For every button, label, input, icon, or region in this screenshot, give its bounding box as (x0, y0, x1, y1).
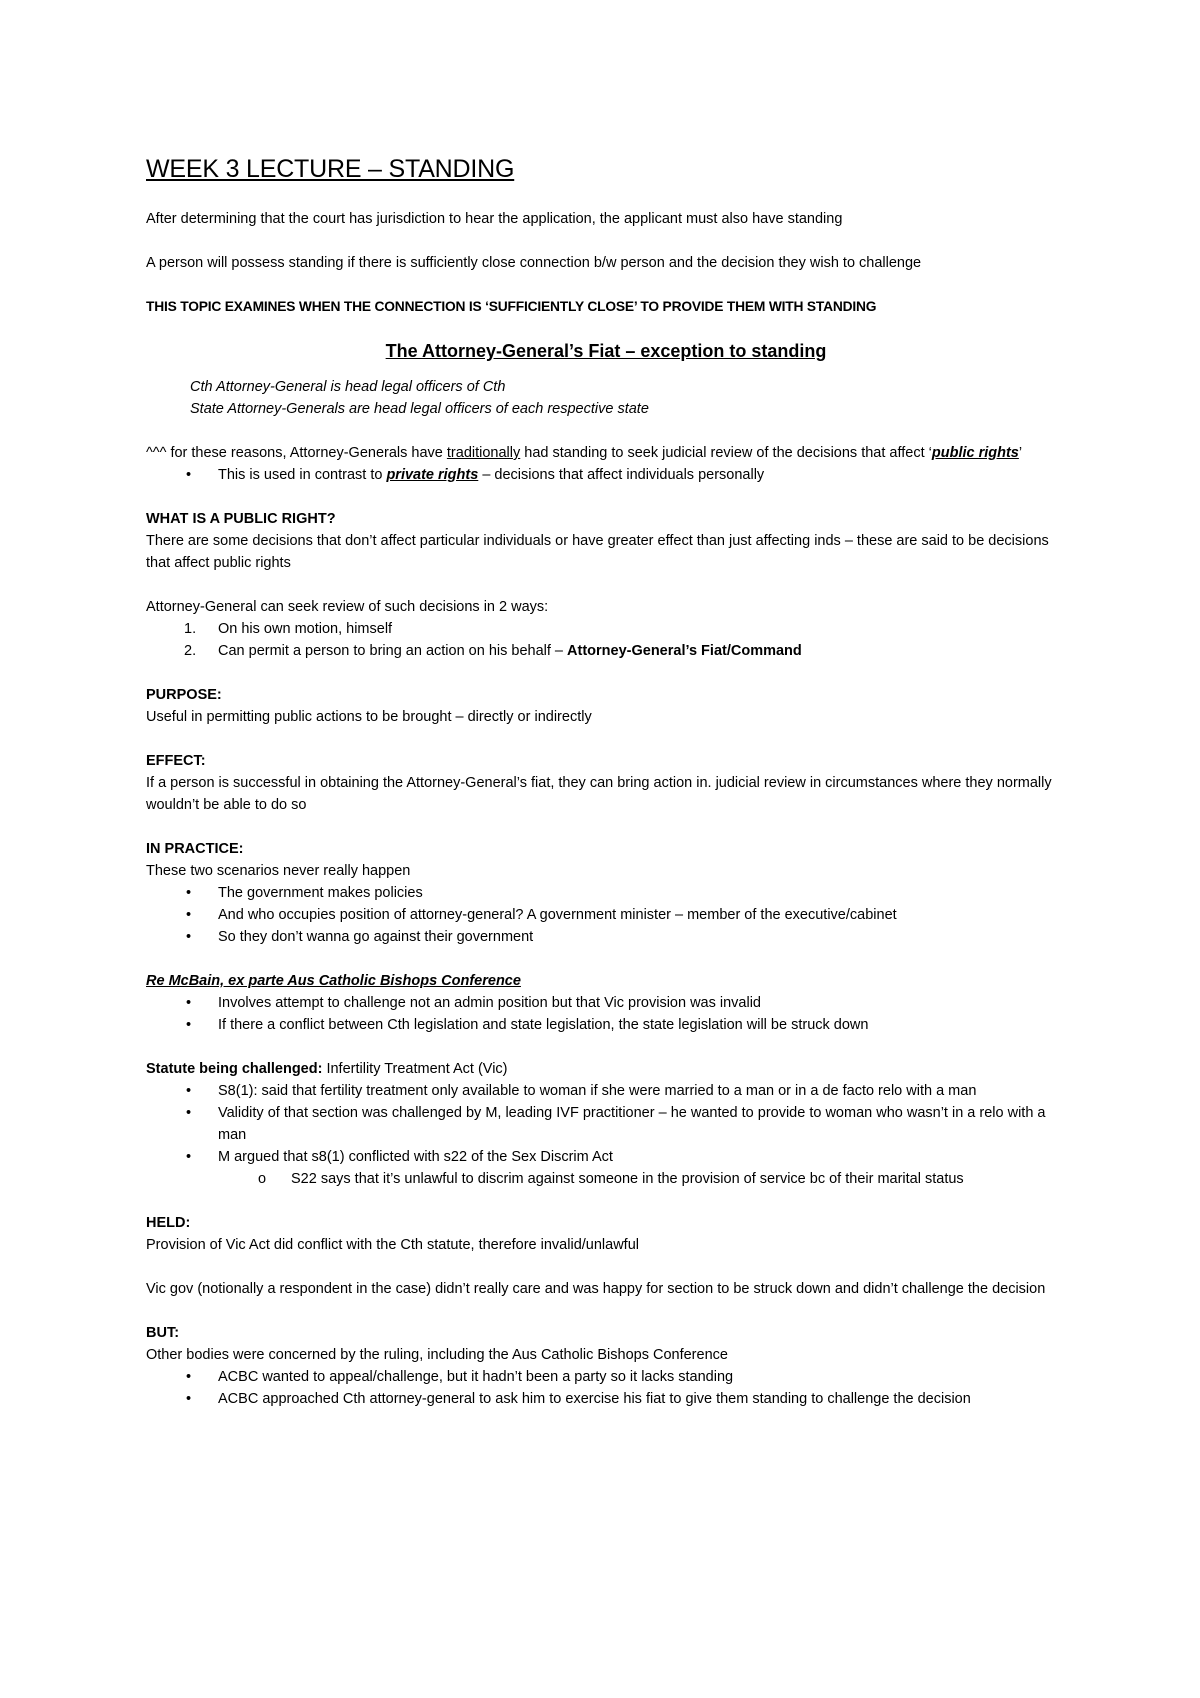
practice-bullet (146, 904, 1066, 926)
but-text: Other bodies were concerned by the ruling, including the Aus Catholic Bishops Conference (146, 1347, 728, 1363)
practice-bullet-text: So they don’t wanna go against their government (218, 929, 534, 945)
number-marker-2: 2. (184, 643, 197, 659)
statute-sub-bullet (146, 1168, 1066, 1190)
bullet-marker: • (186, 1391, 192, 1407)
number-marker-1: 1. (184, 621, 197, 637)
but-bullet-text: ACBC approached Cth attorney-general to ask him to exercise his fiat to give them standing to challenge the decision (218, 1391, 971, 1407)
bullet-marker: • (186, 467, 192, 483)
traditionally-term: traditionally (446, 445, 521, 461)
effect-text: If a person is successful in obtaining the Attorney-General’s fiat, they can bring action in. judicial review in circumstances where they normally wouldn’t be able to do so (146, 775, 1052, 813)
ways-lead: Attorney-General can seek review of such decisions in 2 ways: (146, 599, 549, 615)
bullet-marker: • (186, 1105, 192, 1121)
practice-heading: IN PRACTICE: (146, 841, 244, 857)
page-title: WEEK 3 LECTURE – STANDING (146, 155, 515, 183)
statute-bullet (146, 1146, 1066, 1168)
bullet-marker: • (186, 907, 192, 923)
public-rights-term: public rights (931, 445, 1019, 461)
statute-bullet (146, 1080, 1066, 1102)
intro-paragraph-1: After determining that the court has jurisdiction to hear the application, the applicant must also have standing (146, 211, 843, 227)
practice-bullet (146, 882, 1066, 904)
statute-label: Statute being challenged: (146, 1061, 323, 1077)
purpose-text: Useful in permitting public actions to be brought – directly or indirectly (146, 709, 592, 725)
case-bullet (146, 992, 1066, 1014)
ag-line-cth: Cth Attorney-General is head legal officers of Cth (190, 379, 506, 395)
bullet-marker: • (186, 1149, 192, 1165)
bullet-marker: • (186, 885, 192, 901)
practice-bullet-text: And who occupies position of attorney-general? A government minister – member of the executive/cabinet (218, 907, 897, 923)
case-bullet-text: If there a conflict between Cth legislation and state legislation, the state legislation will be struck down (218, 1017, 869, 1033)
ways-item-2-text: Can permit a person to bring an action on his behalf – (218, 643, 568, 659)
fiat-command-term: Attorney-General’s Fiat/Command (567, 643, 802, 659)
vic-paragraph: Vic gov (notionally a respondent in the case) didn’t really care and was happy for section to be struck down and didn’t challenge the decision (146, 1281, 1046, 1297)
practice-lead: These two scenarios never really happen (146, 863, 411, 879)
effect-heading: EFFECT: (146, 753, 206, 769)
contrast-text-1: This is used in contrast to (218, 467, 387, 483)
but-bullet (146, 1366, 1066, 1388)
reasons-text-3: ’ (1018, 445, 1023, 461)
public-right-heading: WHAT IS A PUBLIC RIGHT? (146, 511, 336, 527)
bullet-marker: • (186, 995, 192, 1011)
ag-line-state: State Attorney-Generals are head legal officers of each respective state (190, 401, 649, 417)
intro-paragraph-2: A person will possess standing if there is sufficiently close connection b/w person and the decision they wish to challenge (146, 255, 922, 271)
practice-bullet (146, 926, 1066, 948)
bullet-marker: • (186, 1369, 192, 1385)
held-heading: HELD: (146, 1215, 191, 1231)
statute-sub-bullet-text: S22 says that it’s unlawful to discrim against someone in the provision of service bc of their marital status (291, 1171, 964, 1187)
bullet-marker: • (186, 929, 192, 945)
section-heading-fiat: The Attorney-General’s Fiat – exception to standing (385, 341, 827, 361)
ways-item-1 (146, 618, 1066, 640)
held-text: Provision of Vic Act did conflict with the Cth statute, therefore invalid/unlawful (146, 1237, 639, 1253)
statute-bullet (146, 1102, 1066, 1146)
statute-value: Infertility Treatment Act (Vic) (322, 1061, 508, 1077)
reasons-paragraph (146, 442, 1066, 464)
bullet-marker: • (186, 1083, 192, 1099)
case-name: Re McBain, ex parte Aus Catholic Bishops Conference (146, 973, 521, 989)
private-rights-term: private rights (386, 467, 479, 483)
reasons-text-1: ^^^ for these reasons, Attorney-Generals have (146, 445, 447, 461)
contrast-bullet (146, 464, 1066, 486)
but-heading: BUT: (146, 1325, 180, 1341)
ways-item-2 (146, 640, 1066, 662)
case-bullet-text: Involves attempt to challenge not an admin position but that Vic provision was invalid (218, 995, 761, 1011)
sub-bullet-marker: o (258, 1171, 267, 1187)
case-bullet (146, 1014, 1066, 1036)
contrast-text-2: – decisions that affect individuals personally (478, 467, 765, 483)
but-bullet (146, 1388, 1066, 1410)
statute-bullet-text: S8(1): said that fertility treatment only available to woman if she were married to a man or in a de facto relo with a man (218, 1083, 977, 1099)
public-right-text: There are some decisions that don’t affect particular individuals or have greater effect than just affecting inds – these are said to be decisions that affect public rights (146, 533, 1049, 571)
document-body (146, 152, 1066, 1410)
purpose-heading: PURPOSE: (146, 687, 222, 703)
bullet-marker: • (186, 1017, 192, 1033)
practice-bullet-text: The government makes policies (218, 885, 423, 901)
reasons-text-2: had standing to seek judicial review of the decisions that affect ‘ (520, 445, 932, 461)
topic-statement: THIS TOPIC EXAMINES WHEN THE CONNECTION IS ‘SUFFICIENTLY CLOSE’ TO PROVIDE THEM WITH STANDING (146, 299, 877, 314)
statute-line (146, 1058, 1066, 1080)
statute-bullet-text: Validity of that section was challenged by M, leading IVF practitioner – he wanted to provide to woman who wasn’t in a relo with a man (218, 1105, 1046, 1143)
but-bullet-text: ACBC wanted to appeal/challenge, but it hadn’t been a party so it lacks standing (218, 1369, 734, 1385)
statute-bullet-text: M argued that s8(1) conflicted with s22 of the Sex Discrim Act (218, 1149, 613, 1165)
ways-item-1-text: On his own motion, himself (218, 621, 393, 637)
